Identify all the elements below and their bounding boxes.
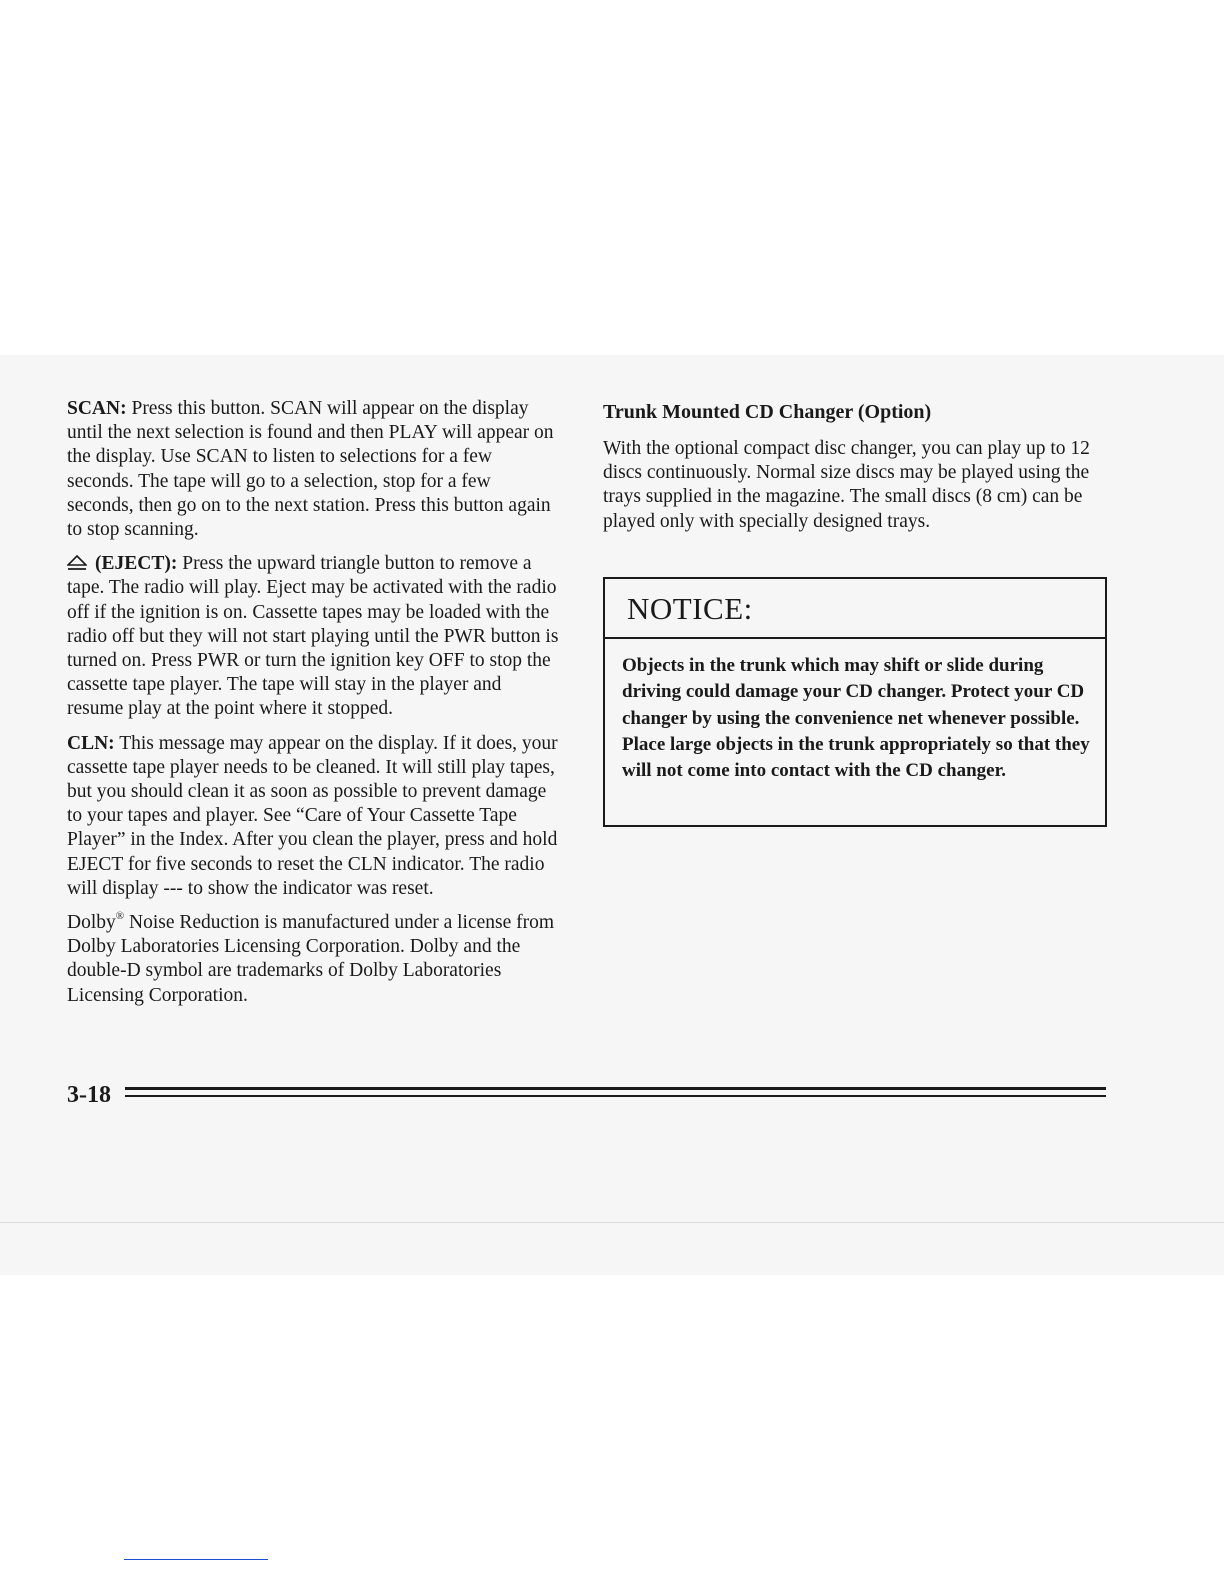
right-column: [603, 400, 1115, 544]
section-heading: Trunk Mounted CD Changer (Option): [603, 401, 932, 423]
notice-title: NOTICE:: [605, 579, 1105, 639]
cln-label: CLN:: [67, 732, 115, 754]
cd-changer-paragraph: With the optional compact disc changer, you can play up to 12 discs continuously. Normal size discs may be played using the trays supplied in the magazine. The small discs (8 cm) can be played only with specially designed trays.: [603, 438, 1090, 532]
eject-label: (EJECT):: [95, 553, 178, 575]
dolby-text: Noise Reduction is manufactured under a license from Dolby Laboratories Licensing Corporation. Dolby and the double-D symbol are trademarks of Dolby Laboratories Licensing Corporation.: [67, 912, 555, 1006]
eject-paragraph: [67, 552, 561, 721]
dolby-brand: Dolby: [67, 912, 116, 934]
scan-label: SCAN:: [67, 398, 127, 419]
eject-text: Press the upward triangle button to remove a tape. The radio will play. Eject may be activated with the radio off if the ignition is on. Cassette tapes may be loaded with the radio off but they will not start playing until the PWR button is turned on. Press PWR or turn the ignition key OFF to stop the cassette tape player. The tape will stay in the player and resume play at the point where it stopped.: [67, 553, 559, 720]
notice-body: Objects in the trunk which may shift or slide during driving could damage your CD changer. Protect your CD changer by using the convenience net whenever possible. Place large objects in the trunk appropriately so that they will not come into contact with the CD changer.: [622, 655, 1090, 782]
band-divider: [0, 1222, 1224, 1223]
page-number: 3-18: [67, 1082, 111, 1108]
cln-paragraph: [67, 732, 561, 901]
cln-text: This message may appear on the display. If it does, your cassette tape player needs to be cleaned. It will still play tapes, but you should clean it as soon as possible to prevent damage to your tapes and player. See “Care of Your Cassette Tape Player” in the Index. After you clean the player, press and hold EJECT for five seconds to reset the CLN indicator. The radio will display --- to show the indicator was reset.: [67, 732, 558, 899]
scan-text: Press this button. SCAN will appear on the display until the next selection is found and then PLAY will appear on the display. Use SCAN to listen to selections for a few seconds. The tape will go to a selection, stop for a few seconds, then go on to the next station. Press this button again to stop scanning.: [67, 398, 554, 541]
bottom-link-underline: [124, 1559, 268, 1560]
eject-icon: [67, 554, 87, 570]
scan-paragraph: [67, 397, 561, 542]
notice-box: [603, 577, 1107, 827]
footer-rule-top: [125, 1087, 1106, 1090]
left-column: [67, 397, 561, 1018]
dolby-paragraph: [67, 911, 561, 1008]
registered-mark: ®: [115, 910, 125, 923]
footer-rule-bottom: [125, 1095, 1106, 1097]
